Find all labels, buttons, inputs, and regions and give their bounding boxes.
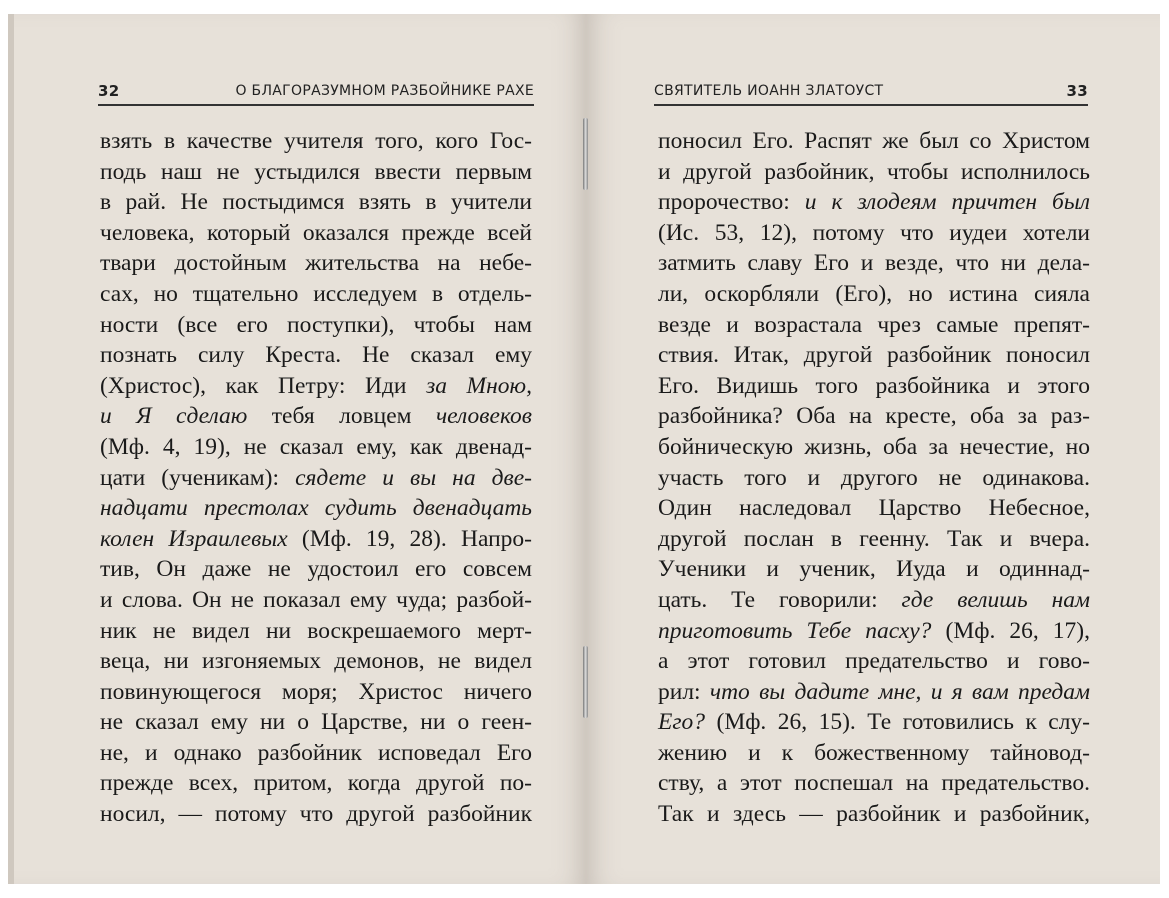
italic-quote: и Я сделаю xyxy=(100,403,248,430)
text-run: познать силу Креста. Не сказал ему xyxy=(100,342,532,369)
text-line xyxy=(100,585,532,616)
text-run: (Мф. 26, 15). Те готовились к слу- xyxy=(705,709,1090,736)
text-run: Ученики и ученик, Иуда и одиннад- xyxy=(658,556,1090,583)
text-run: бойническую жизнь, оба за нечестие, но xyxy=(658,433,1090,460)
right-page-text xyxy=(658,126,1090,830)
text-run: рил: xyxy=(658,678,710,705)
text-line xyxy=(658,738,1090,769)
text-run: ник не видел ни воскрешаемого мерт- xyxy=(100,617,532,644)
italic-quote: колен Израилевых xyxy=(100,525,288,552)
text-line xyxy=(100,738,532,769)
text-line xyxy=(658,799,1090,830)
text-run: не сказал ему ни о Царстве, ни о геен- xyxy=(100,709,532,736)
text-line xyxy=(100,677,532,708)
binding-staple xyxy=(583,118,588,190)
text-line xyxy=(100,279,532,310)
right-page-header xyxy=(654,80,1088,106)
text-run: носил, — потому что другой разбойник xyxy=(100,801,532,828)
text-line xyxy=(658,554,1090,585)
text-run: (Ис. 53, 12), потому что иудеи хотели xyxy=(658,219,1090,246)
text-line xyxy=(100,616,532,647)
text-run: ству, а этот поспешал на предательство. xyxy=(658,770,1090,797)
text-line xyxy=(100,646,532,677)
italic-quote: что вы дадите мне, и я вам предам xyxy=(709,678,1090,705)
text-run: Его. Видишь того разбойника и этого xyxy=(658,372,1090,399)
text-run: человека, который оказался прежде всей xyxy=(100,219,532,246)
italic-quote: сядете и вы на две- xyxy=(295,464,532,491)
text-line xyxy=(658,524,1090,555)
text-run: жению и к божественному тайновод- xyxy=(658,739,1090,766)
text-run: везде и возрастала чрез самые препят- xyxy=(658,311,1090,338)
left-page xyxy=(8,14,586,884)
text-line xyxy=(658,401,1090,432)
text-line xyxy=(658,157,1090,188)
text-line xyxy=(100,248,532,279)
text-run: а этот готовил предательство и гово- xyxy=(658,648,1090,675)
text-line xyxy=(658,646,1090,677)
text-line xyxy=(658,677,1090,708)
text-run: участь того и другого не одинакова. xyxy=(658,464,1090,491)
text-run: в рай. Не постыдимся взять в учители xyxy=(100,189,532,216)
text-line xyxy=(100,371,532,402)
italic-quote: приготовить Тебе пасху? xyxy=(658,617,932,644)
binding-staple xyxy=(583,646,588,718)
open-book xyxy=(8,14,1162,888)
page-number: 32 xyxy=(98,82,120,100)
text-line xyxy=(658,493,1090,524)
text-line xyxy=(100,340,532,371)
text-line xyxy=(100,310,532,341)
text-run: твари достойным жительства на небе- xyxy=(100,250,532,277)
text-line xyxy=(100,401,532,432)
text-line xyxy=(658,371,1090,402)
text-line xyxy=(658,310,1090,341)
running-title: СВЯТИТЕЛЬ ИОАНН ЗЛАТОУСТ xyxy=(654,83,884,99)
text-line xyxy=(658,463,1090,494)
text-run: (Мф. 26, 17), xyxy=(931,617,1090,644)
text-run: тебя ловцем xyxy=(247,403,436,430)
text-line xyxy=(658,218,1090,249)
text-line xyxy=(658,248,1090,279)
text-run: пророчество: xyxy=(658,189,805,216)
text-run: и слова. Он не показал ему чуда; разбой- xyxy=(100,586,532,613)
text-line xyxy=(100,126,532,157)
text-line xyxy=(100,554,532,585)
text-line xyxy=(100,463,532,494)
text-run: другой послан в геенну. Так и вчера. xyxy=(658,525,1090,552)
text-line xyxy=(658,432,1090,463)
text-line xyxy=(658,126,1090,157)
text-run: поносил Его. Распят же был со Христом xyxy=(658,128,1090,154)
text-line xyxy=(658,707,1090,738)
text-run: ли, оскорбляли (Его), но истина сияла xyxy=(658,280,1090,307)
italic-quote: где велишь нам xyxy=(901,586,1090,613)
text-line xyxy=(100,524,532,555)
left-page-header xyxy=(98,80,534,106)
text-line xyxy=(100,432,532,463)
text-run: и другой разбойник, чтобы исполнилось xyxy=(658,158,1090,185)
text-line xyxy=(100,799,532,830)
text-run: подь наш не устыдился ввести первым xyxy=(100,158,532,185)
text-line xyxy=(100,157,532,188)
text-line xyxy=(658,768,1090,799)
text-run: тив, Он даже не удостоил его совсем xyxy=(100,556,532,583)
italic-quote: надцати престолах судить двенадцать xyxy=(100,495,532,522)
text-run: цати (ученикам): xyxy=(100,464,296,491)
text-run: Один наследовал Царство Небесное, xyxy=(658,495,1090,522)
text-line xyxy=(100,218,532,249)
italic-quote: и к злодеям причтен был xyxy=(804,189,1091,216)
text-run: (Христос), как Петру: Иди xyxy=(100,372,427,399)
text-run: (Мф. 4, 19), не сказал ему, как двенад- xyxy=(100,433,532,460)
italic-quote: за Мною, xyxy=(426,372,532,399)
text-line xyxy=(658,616,1090,647)
page-number: 33 xyxy=(1066,82,1088,100)
text-run: сах, но тщательно исследуем в отдель- xyxy=(100,280,532,307)
text-line xyxy=(658,340,1090,371)
running-title: О БЛАГОРАЗУМНОМ РАЗБОЙНИКЕ РАХЕ xyxy=(235,83,534,99)
text-line xyxy=(100,187,532,218)
text-run: взять в качестве учителя того, кого Гос- xyxy=(100,128,532,154)
text-run: веца, ни изгоняемых демонов, не видел xyxy=(100,648,532,675)
text-run: прежде всех, притом, когда другой по- xyxy=(100,770,532,797)
right-page xyxy=(586,14,1160,884)
left-page-text xyxy=(100,126,532,830)
italic-quote: Его? xyxy=(658,709,706,736)
text-run: затмить славу Его и везде, что ни дела- xyxy=(658,250,1090,277)
text-run: (Мф. 19, 28). Напро- xyxy=(287,525,532,552)
text-line xyxy=(658,279,1090,310)
text-run: Так и здесь — разбойник и разбойник, xyxy=(658,801,1090,828)
text-run: ности (все его поступки), чтобы нам xyxy=(100,311,532,338)
text-run: разбойника? Оба на кресте, оба за раз- xyxy=(658,403,1090,430)
text-run: повинующегося моря; Христос ничего xyxy=(100,678,532,705)
text-line xyxy=(100,768,532,799)
text-run: ствия. Итак, другой разбойник поносил xyxy=(658,342,1090,369)
italic-quote: человеков xyxy=(435,403,532,430)
text-line xyxy=(658,187,1090,218)
text-line xyxy=(100,493,532,524)
text-line xyxy=(100,707,532,738)
text-line xyxy=(658,585,1090,616)
text-run: не, и однако разбойник исповедал Его xyxy=(100,739,532,766)
text-run: цать. Те говорили: xyxy=(658,586,902,613)
